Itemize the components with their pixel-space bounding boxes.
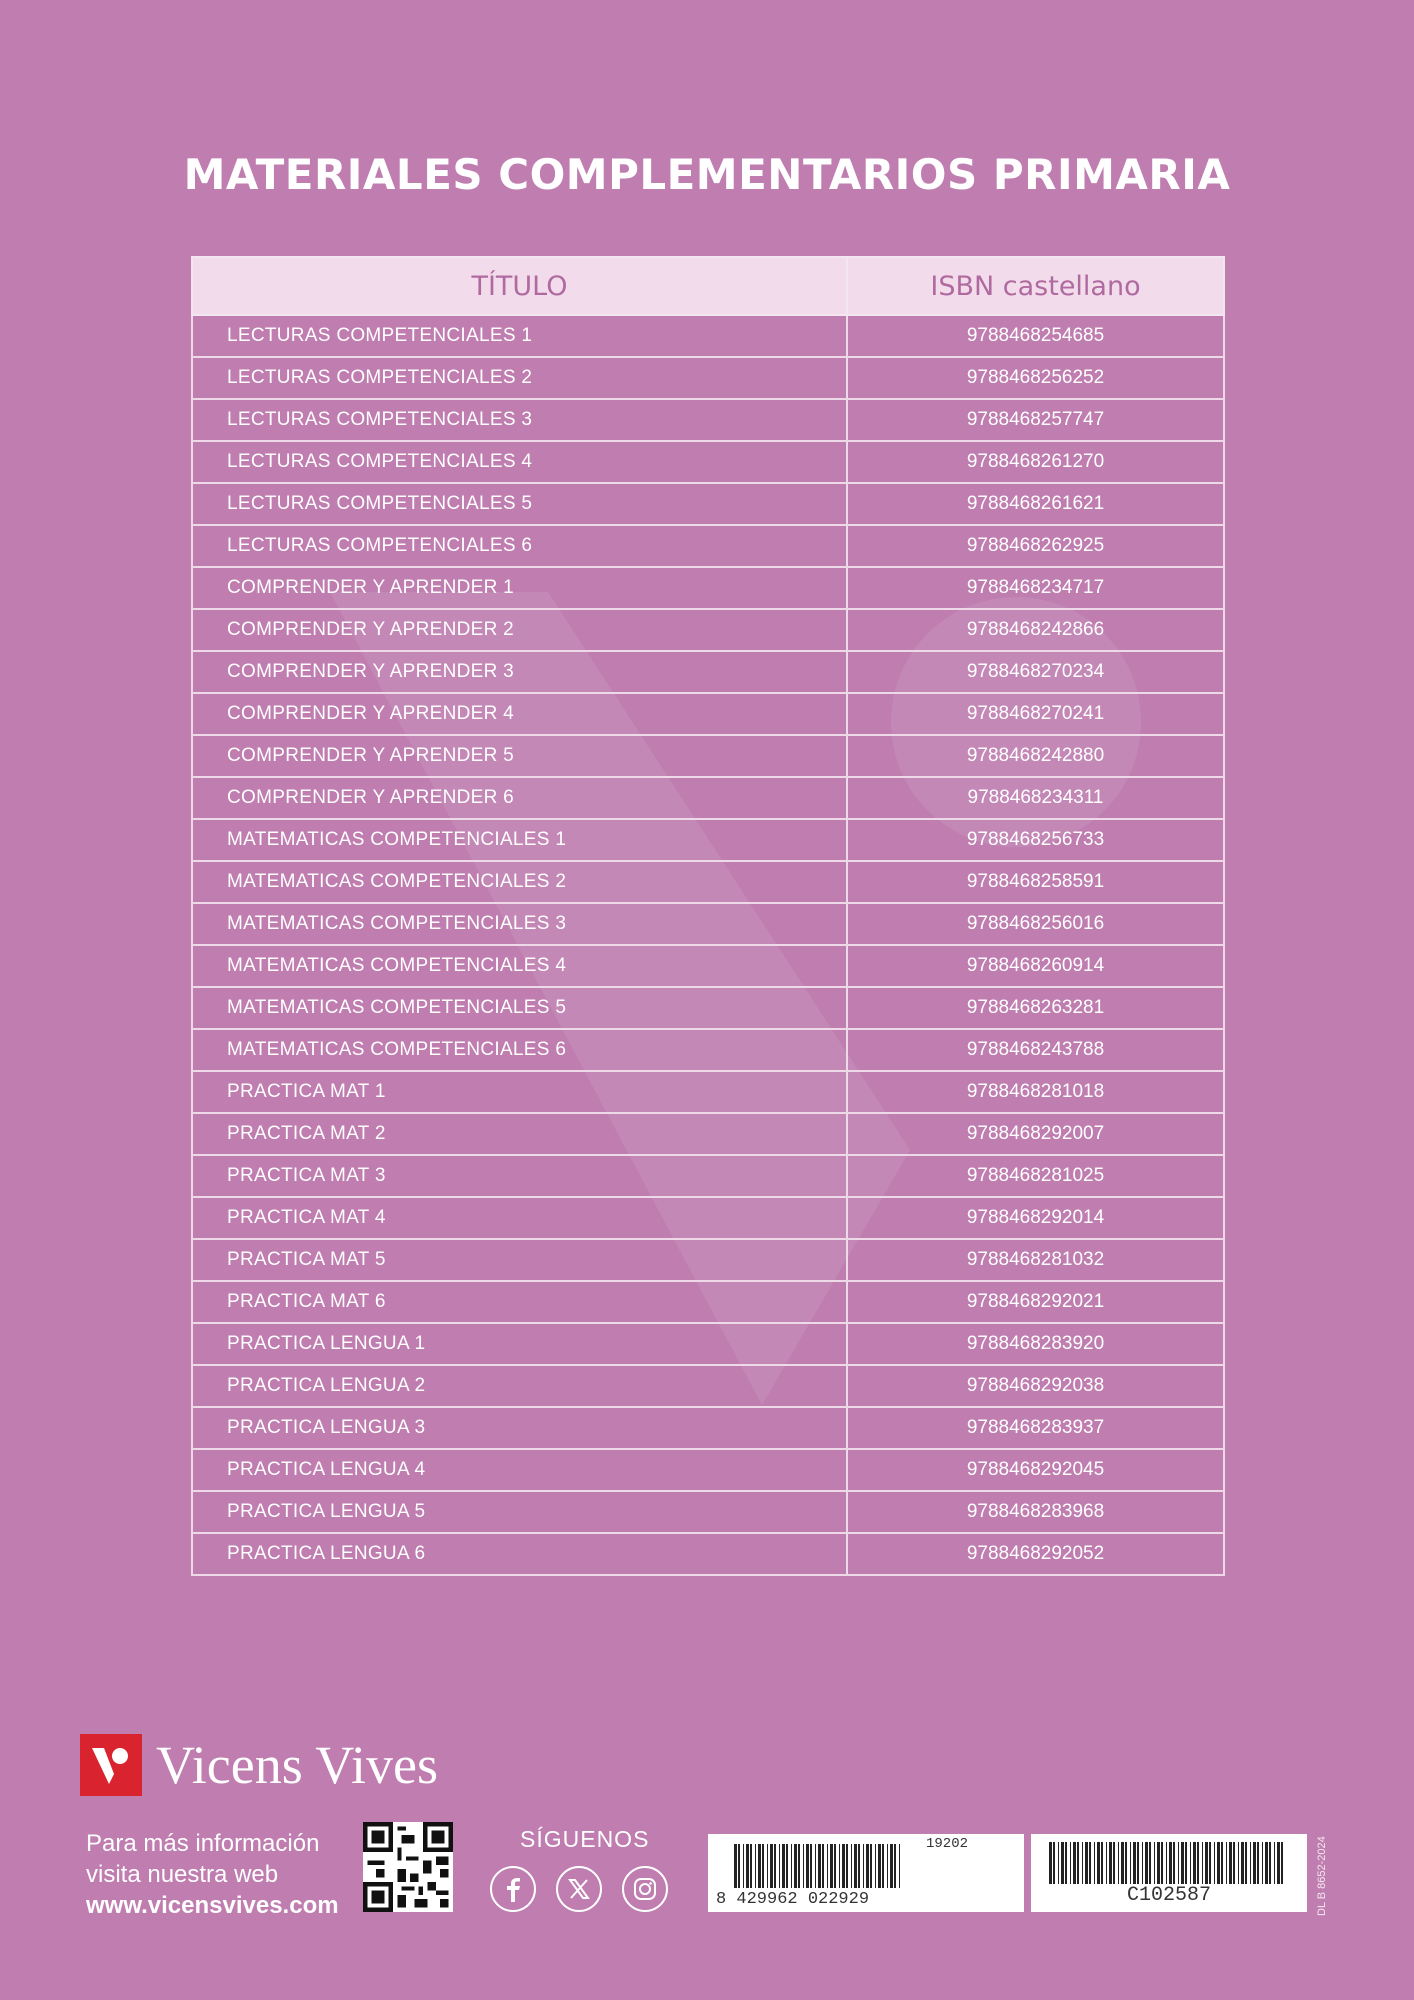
row-title: PRACTICA MAT 3 <box>192 1155 847 1197</box>
info-line-2: visita nuestra web <box>86 1861 279 1888</box>
row-title: COMPRENDER Y APRENDER 6 <box>192 777 847 819</box>
table-row <box>192 1029 1224 1071</box>
row-title: PRACTICA LENGUA 1 <box>192 1323 847 1365</box>
row-title: MATEMATICAS COMPETENCIALES 2 <box>192 861 847 903</box>
table-row <box>192 819 1224 861</box>
row-isbn: 9788468281018 <box>847 1071 1224 1113</box>
row-isbn: 9788468243788 <box>847 1029 1224 1071</box>
row-isbn: 9788468292045 <box>847 1449 1224 1491</box>
row-title: COMPRENDER Y APRENDER 5 <box>192 735 847 777</box>
row-title: COMPRENDER Y APRENDER 1 <box>192 567 847 609</box>
website-link[interactable]: www.vicensvives.com <box>86 1892 339 1919</box>
table-row <box>192 1407 1224 1449</box>
row-isbn: 9788468256733 <box>847 819 1224 861</box>
more-info <box>86 1828 339 1921</box>
row-title: PRACTICA LENGUA 4 <box>192 1449 847 1491</box>
ean-barcode <box>708 1834 1024 1912</box>
table-row <box>192 903 1224 945</box>
row-title: LECTURAS COMPETENCIALES 5 <box>192 483 847 525</box>
row-isbn: 9788468292052 <box>847 1533 1224 1575</box>
table-row <box>192 1323 1224 1365</box>
follow-label: SÍGUENOS <box>520 1826 650 1852</box>
table-header-row <box>192 257 1224 315</box>
table-row <box>192 1281 1224 1323</box>
table-row <box>192 861 1224 903</box>
row-isbn: 9788468234311 <box>847 777 1224 819</box>
row-title: MATEMATICAS COMPETENCIALES 4 <box>192 945 847 987</box>
table-row <box>192 777 1224 819</box>
table-row <box>192 1533 1224 1575</box>
row-isbn: 9788468257747 <box>847 399 1224 441</box>
row-title: MATEMATICAS COMPETENCIALES 1 <box>192 819 847 861</box>
row-isbn: 9788468254685 <box>847 315 1224 357</box>
materials-table <box>191 256 1225 1576</box>
ean-barcode-number: 8 429962 022929 <box>716 1890 870 1909</box>
row-isbn: 9788468261621 <box>847 483 1224 525</box>
legal-deposit: DL B 8652-2024 <box>1316 1836 1328 1916</box>
row-isbn: 9788468263281 <box>847 987 1224 1029</box>
table-row <box>192 1071 1224 1113</box>
table-row <box>192 357 1224 399</box>
vicens-vives-logo-icon <box>80 1734 142 1796</box>
row-title: LECTURAS COMPETENCIALES 4 <box>192 441 847 483</box>
table-row <box>192 525 1224 567</box>
info-line-1: Para más información <box>86 1830 320 1857</box>
page-title: MATERIALES COMPLEMENTARIOS PRIMARIA <box>183 150 1231 199</box>
brand-logo <box>80 1734 438 1796</box>
row-title: LECTURAS COMPETENCIALES 1 <box>192 315 847 357</box>
row-isbn: 9788468242880 <box>847 735 1224 777</box>
table-row <box>192 1449 1224 1491</box>
column-header-isbn: ISBN castellano <box>847 257 1224 315</box>
row-title: MATEMATICAS COMPETENCIALES 5 <box>192 987 847 1029</box>
qr-code[interactable] <box>363 1822 453 1912</box>
row-title: PRACTICA MAT 4 <box>192 1197 847 1239</box>
row-isbn: 9788468261270 <box>847 441 1224 483</box>
row-title: COMPRENDER Y APRENDER 2 <box>192 609 847 651</box>
table-row <box>192 1197 1224 1239</box>
table-row <box>192 609 1224 651</box>
table-row <box>192 567 1224 609</box>
table-row <box>192 441 1224 483</box>
row-isbn: 9788468281032 <box>847 1239 1224 1281</box>
table-row <box>192 483 1224 525</box>
table-row <box>192 693 1224 735</box>
table-row <box>192 1491 1224 1533</box>
row-isbn: 9788468292007 <box>847 1113 1224 1155</box>
table-row <box>192 651 1224 693</box>
x-icon[interactable] <box>556 1866 602 1912</box>
row-title: PRACTICA MAT 6 <box>192 1281 847 1323</box>
product-barcode <box>1031 1834 1307 1912</box>
row-isbn: 9788468256016 <box>847 903 1224 945</box>
product-code: C102587 <box>1126 1884 1211 1907</box>
facebook-icon[interactable] <box>490 1866 536 1912</box>
table-row <box>192 945 1224 987</box>
row-isbn: 9788468292014 <box>847 1197 1224 1239</box>
row-isbn: 9788468270234 <box>847 651 1224 693</box>
row-isbn: 9788468260914 <box>847 945 1224 987</box>
column-header-title: TÍTULO <box>192 257 847 315</box>
row-title: PRACTICA LENGUA 2 <box>192 1365 847 1407</box>
table-row <box>192 1365 1224 1407</box>
row-isbn: 9788468234717 <box>847 567 1224 609</box>
table-row <box>192 987 1224 1029</box>
table-row <box>192 399 1224 441</box>
table-row <box>192 1113 1224 1155</box>
row-title: MATEMATICAS COMPETENCIALES 6 <box>192 1029 847 1071</box>
table-row <box>192 1155 1224 1197</box>
row-isbn: 9788468258591 <box>847 861 1224 903</box>
row-title: PRACTICA LENGUA 3 <box>192 1407 847 1449</box>
row-isbn: 9788468262925 <box>847 525 1224 567</box>
table-row <box>192 315 1224 357</box>
row-title: LECTURAS COMPETENCIALES 3 <box>192 399 847 441</box>
row-title: PRACTICA MAT 2 <box>192 1113 847 1155</box>
row-title: LECTURAS COMPETENCIALES 6 <box>192 525 847 567</box>
row-isbn: 9788468281025 <box>847 1155 1224 1197</box>
row-title: COMPRENDER Y APRENDER 3 <box>192 651 847 693</box>
row-title: PRACTICA LENGUA 5 <box>192 1491 847 1533</box>
instagram-icon[interactable] <box>622 1866 668 1912</box>
table-row <box>192 1239 1224 1281</box>
row-title: LECTURAS COMPETENCIALES 2 <box>192 357 847 399</box>
row-isbn: 9788468283968 <box>847 1491 1224 1533</box>
ean-barcode-addon: 19202 <box>926 1836 969 1852</box>
row-title: PRACTICA LENGUA 6 <box>192 1533 847 1575</box>
row-isbn: 9788468256252 <box>847 357 1224 399</box>
row-isbn: 9788468292038 <box>847 1365 1224 1407</box>
row-isbn: 9788468270241 <box>847 693 1224 735</box>
table-row <box>192 735 1224 777</box>
row-title: MATEMATICAS COMPETENCIALES 3 <box>192 903 847 945</box>
row-isbn: 9788468242866 <box>847 609 1224 651</box>
brand-name: Vicens Vives <box>156 1735 438 1795</box>
row-isbn: 9788468292021 <box>847 1281 1224 1323</box>
row-title: COMPRENDER Y APRENDER 4 <box>192 693 847 735</box>
row-title: PRACTICA MAT 1 <box>192 1071 847 1113</box>
row-isbn: 9788468283937 <box>847 1407 1224 1449</box>
row-isbn: 9788468283920 <box>847 1323 1224 1365</box>
row-title: PRACTICA MAT 5 <box>192 1239 847 1281</box>
